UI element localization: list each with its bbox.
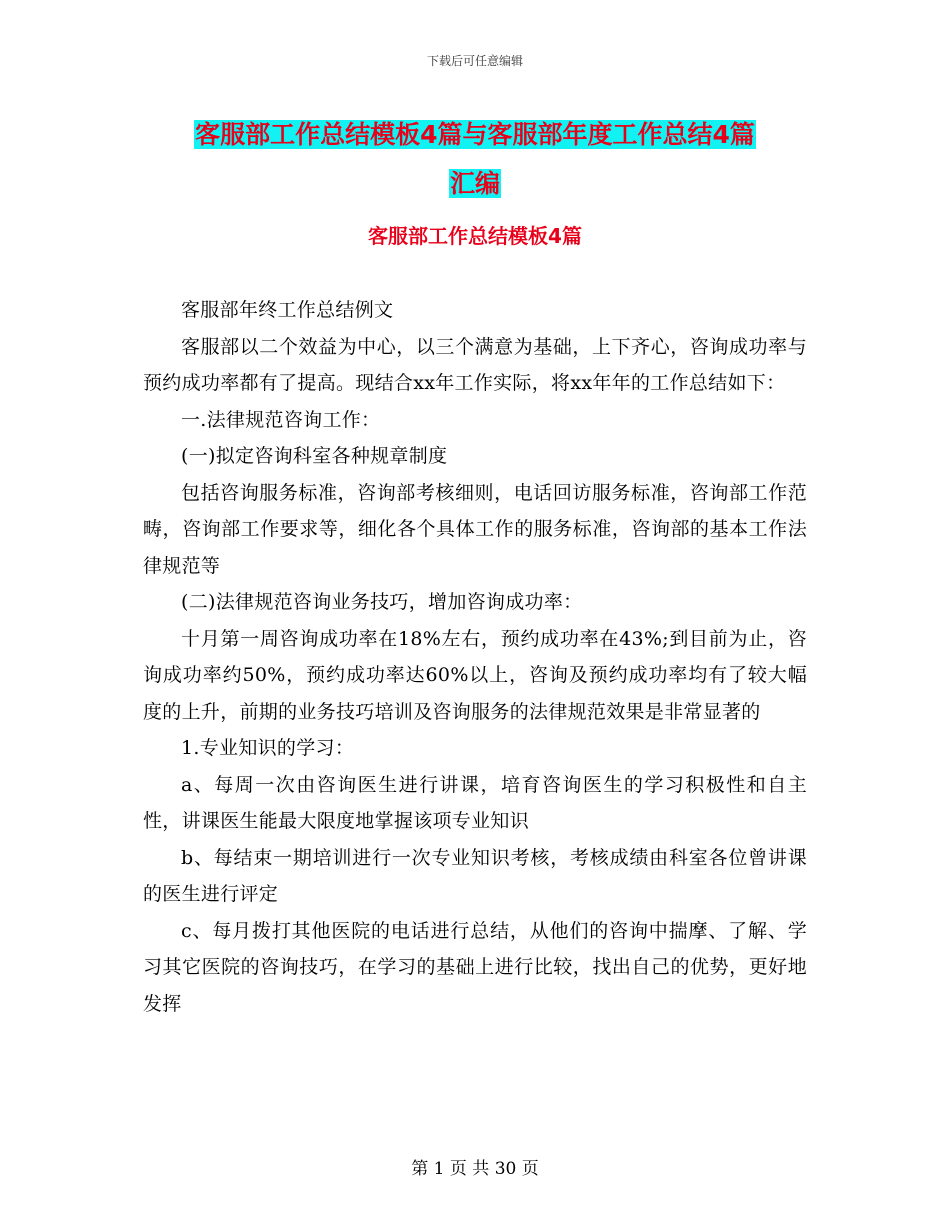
paragraph: b、每结束一期培训进行一次专业知识考核，考核成绩由科室各位曾讲课的医生进行评定 bbox=[143, 846, 807, 905]
paragraph: c、每月拨打其他医院的电话进行总结，从他们的咨询中揣摩、了解、学习其它医院的咨询技巧，在学习的基础上进行比较，找出自己的优势，更好地发挥 bbox=[143, 919, 807, 1015]
paragraph: a、每周一次由咨询医生进行讲课，培育咨询医生的学习积极性和自主性，讲课医生能最大限度地掌握该项专业知识 bbox=[143, 773, 807, 832]
paragraph: 十月第一周咨询成功率在18%左右，预约成功率在43%;到目前为止，咨询成功率约50%，预约成功率达60%以上，咨询及预约成功率均有了较大幅度的上升，前期的业务技巧培训及咨询服务的法律规范效果是非常显著的 bbox=[143, 627, 807, 723]
section-title: 客服部工作总结模板4篇 bbox=[368, 224, 582, 248]
document-title-line-1: 客服部工作总结模板4篇与客服部年度工作总结4篇 bbox=[195, 120, 755, 149]
document-title bbox=[0, 110, 950, 208]
paragraph: 一.法律规范咨询工作： bbox=[181, 408, 381, 431]
paragraph: 包括咨询服务标准，咨询部考核细则，电话回访服务标准，咨询部工作范畴，咨询部工作要求等，细化各个具体工作的服务标准，咨询部的基本工作法律规范等 bbox=[143, 481, 807, 577]
document-body bbox=[143, 292, 807, 1022]
paragraph: 客服部年终工作总结例文 bbox=[181, 299, 394, 321]
paragraph: (一)拟定咨询科室各种规章制度 bbox=[181, 445, 448, 467]
document-title-line-2: 汇编 bbox=[449, 169, 500, 198]
header-note: 下载后可任意编辑 bbox=[426, 54, 523, 68]
page-number-footer: 第 1 页 共 30 页 bbox=[411, 1159, 539, 1179]
paragraph: (二)法律规范咨询业务技巧，增加咨询成功率： bbox=[181, 591, 583, 613]
paragraph: 客服部以二个效益为中心，以三个满意为基础，上下齐心，咨询成功率与预约成功率都有了提高。现结合xx年工作实际，将xx年年的工作总结如下： bbox=[143, 335, 807, 394]
paragraph: 1.专业知识的学习： bbox=[181, 737, 355, 759]
